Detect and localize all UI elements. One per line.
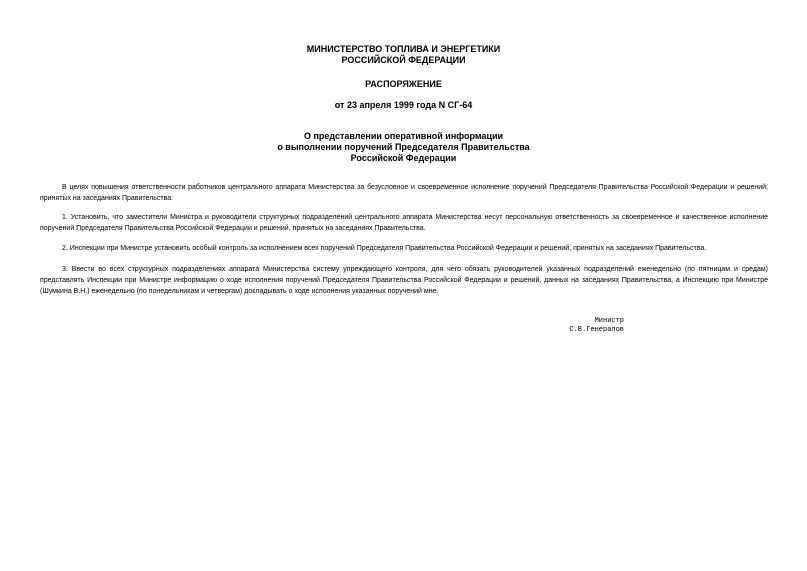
signature-title: Министр [594, 317, 624, 325]
item-3-paragraph: 3. Ввести во всех структурных подразделениях аппарата Министерства систему упреждающего контроля, для чего обязать руководителей указанных подразделений еженедельно (по пятницам и средам) представлять Инспекции при Министре информацию о ходе исполнения поручений Председателя Правительства Российской Федерации и решений, данных на заседаниях Правительства, а Инспекцию при Министре (Шумкина В.Н.) еженедельно (по понедельникам и четвергам) докладывать о ходе исполнения указанных поручений мне. [40, 266, 768, 295]
ministry-line-2: РОССИЙСКОЙ ФЕДЕРАЦИИ [341, 55, 466, 65]
ministry-line-1: МИНИСТЕРСТВО ТОПЛИВА И ЭНЕРГЕТИКИ [306, 44, 501, 54]
subject-line-1: О представлении оперативной информации [303, 131, 504, 141]
doc-date-number: от 23 апреля 1999 года N СГ-64 [334, 100, 473, 110]
intro-paragraph: В целях повышения ответственности работников центрального аппарата Министерства за безусловное и своевременное исполнение поручений Председателя Правительства Российской Федерации и решений, принятых на заседаниях Правительства: [40, 184, 768, 202]
signature-block [520, 317, 624, 335]
ministry-heading [0, 44, 807, 66]
doc-subject [0, 131, 807, 164]
subject-line-3: Российской Федерации [350, 153, 457, 163]
doc-type: РАСПОРЯЖЕНИЕ [365, 79, 442, 89]
subject-line-2: о выполнении поручений Председателя Правительства [277, 142, 530, 152]
signature-name: С.В.Генералов [569, 326, 624, 334]
item-1-paragraph: 1. Установить, что заместители Министра и руководители структурных подразделений центрального аппарата Министерства несут персональную ответственность за своевременное и качественное исполнение поручений Председателя Правительства Российской Федерации и решений, принятых на заседаниях Правительства. [40, 214, 768, 232]
item-2-paragraph: 2. Инспекции при Министре установить особый контроль за исполнением всех поручений Председателя Правительства Российской Федерации и решений, принятых на заседаниях Правительства. [62, 245, 707, 252]
